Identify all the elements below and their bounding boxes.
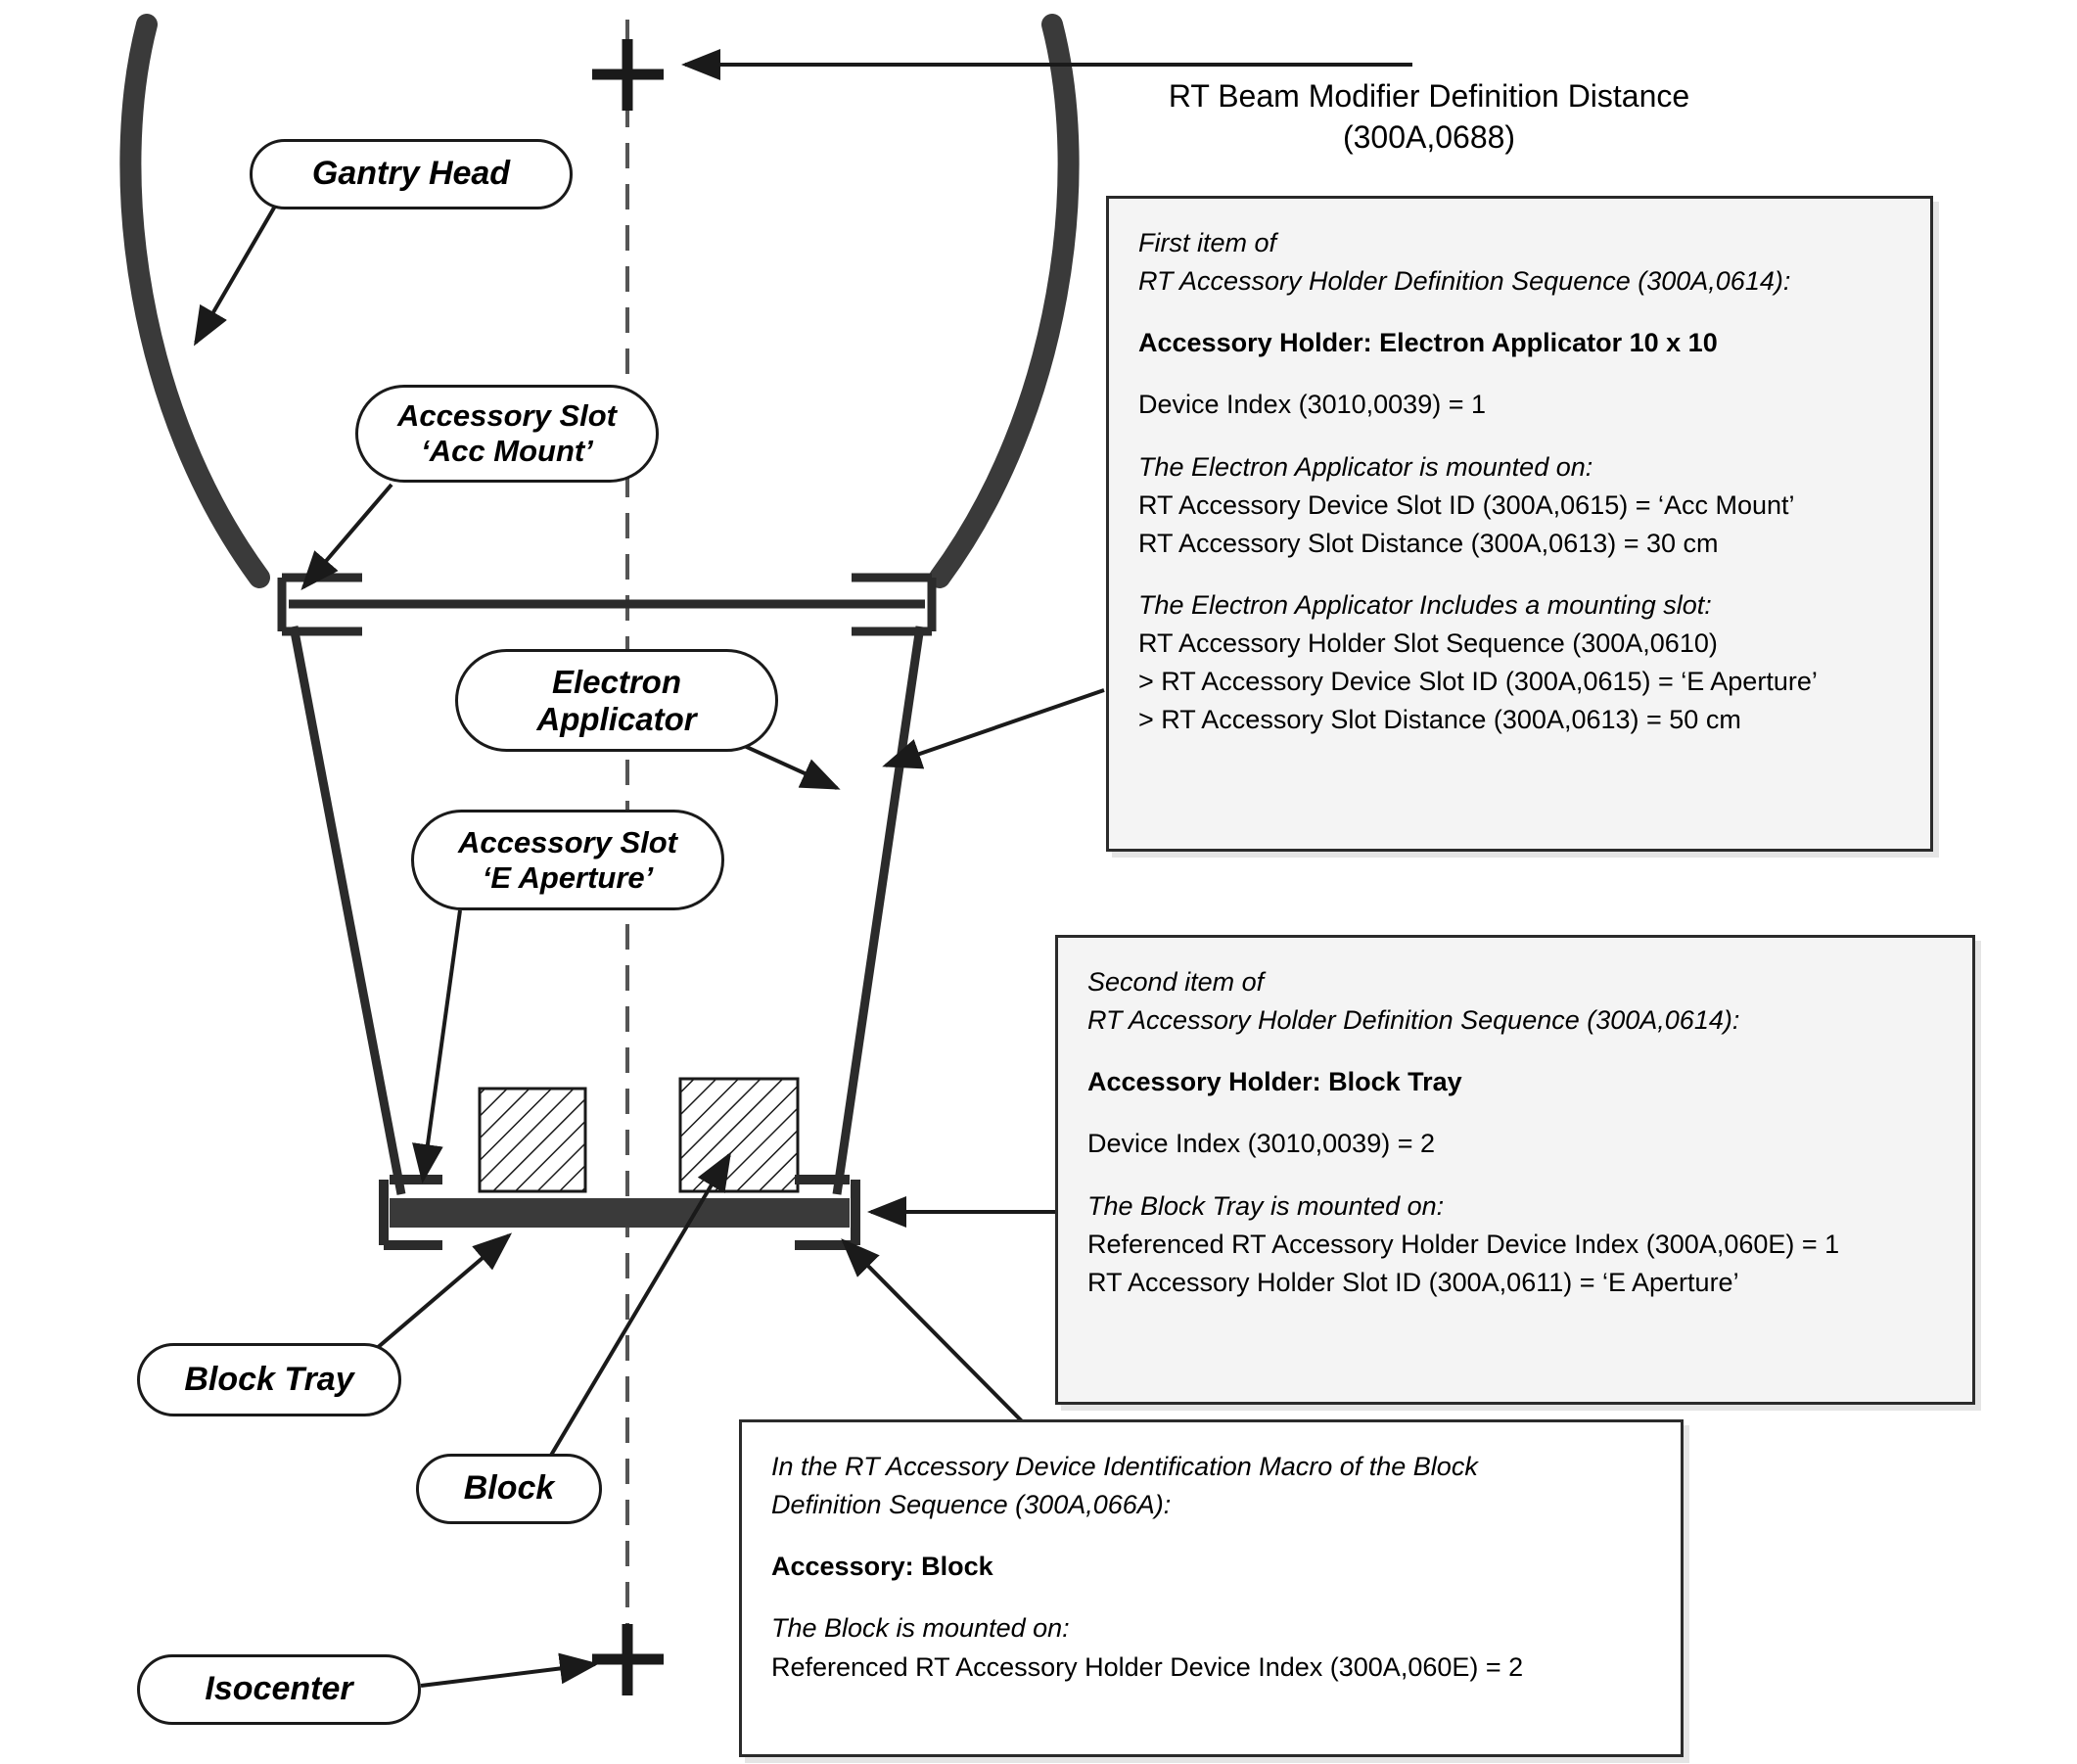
first-item-line-9: RT Accessory Slot Distance (300A,0613) = 30 cm [1138,528,1719,558]
first-item-line-8: RT Accessory Device Slot ID (300A,0615) = ‘Acc Mount’ [1138,489,1795,520]
first-item-textbox [1106,196,1933,852]
first-item-line-12: RT Accessory Holder Slot Sequence (300A,0610) [1138,628,1718,659]
modifier-distance-line1: RT Beam Modifier Definition Distance [1168,78,1690,114]
first-item-line-3: Accessory Holder: Electron Applicator 10 x 10 [1138,328,1718,358]
second-item-textbox [1055,935,1975,1405]
label-block-tray-text: Block Tray [184,1360,354,1398]
label-electron-applicator-line2: Applicator [536,700,697,737]
block-definition-textbox-body [742,1422,1681,1712]
leader-block-definition-box [844,1241,1038,1437]
second-item-line-1: RT Accessory Holder Definition Sequence (300A,0614): [1087,1005,1740,1036]
first-item-line-13: > RT Accessory Device Slot ID (300A,0615) = ‘E Aperture’ [1138,667,1818,697]
applicator-right-side [837,627,920,1194]
label-electron-applicator[interactable] [455,649,778,752]
leader-acc-mount [303,485,392,587]
isocenter-cross-marker [592,1624,664,1695]
label-e-aperture-line2: ‘E Aperture’ [482,859,654,895]
label-electron-applicator-line1: Electron [551,663,682,700]
leader-isocenter [421,1664,595,1686]
leader-e-aperture [423,910,460,1180]
label-accessory-slot-acc-mount[interactable] [355,385,659,483]
first-item-line-7: The Electron Applicator is mounted on: [1138,451,1593,482]
first-item-line-0: First item of [1138,228,1277,257]
block-def-line-0: In the RT Accessory Device Identification Macro of the Block [771,1452,1478,1481]
label-block-text: Block [463,1469,555,1508]
applicator-left-side [294,627,401,1194]
first-item-line-14: > RT Accessory Slot Distance (300A,0613) = 50 cm [1138,705,1741,735]
second-item-line-5: Device Index (3010,0039) = 2 [1087,1129,1435,1159]
second-item-line-9: RT Accessory Holder Slot ID (300A,0611) = ‘E Aperture’ [1087,1267,1739,1297]
label-block[interactable] [416,1454,602,1524]
modifier-distance-annotation [1077,76,1781,158]
label-gantry-head[interactable] [250,139,573,209]
second-item-line-7: The Block Tray is mounted on: [1087,1190,1445,1221]
top-cross-marker [592,39,664,111]
block-definition-textbox [739,1419,1684,1757]
block-def-line-5: The Block is mounted on: [771,1613,1070,1644]
label-isocenter[interactable] [137,1654,421,1725]
label-isocenter-text: Isocenter [205,1670,353,1708]
label-acc-mount-line2: ‘Acc Mount’ [421,434,593,468]
leader-gantry-head [196,191,284,343]
gantry-head-right-arc [940,24,1069,578]
label-gantry-head-text: Gantry Head [311,155,511,193]
first-item-line-1: RT Accessory Holder Definition Sequence (300A,0614): [1138,266,1791,297]
second-item-line-0: Second item of [1087,967,1265,997]
first-item-line-5: Device Index (3010,0039) = 1 [1138,390,1486,420]
label-block-tray[interactable] [137,1343,401,1416]
label-accessory-slot-e-aperture[interactable] [411,810,724,910]
second-item-textbox-body [1058,938,1972,1327]
acc-mount-slot [282,578,932,631]
label-acc-mount-line1: Accessory Slot [397,398,617,434]
leader-block-tray [362,1235,509,1361]
first-item-textbox-body [1109,199,1930,766]
block-def-line-3: Accessory: Block [771,1552,993,1582]
block-def-line-1: Definition Sequence (300A,066A): [771,1490,1172,1520]
label-e-aperture-line1: Accessory Slot [458,824,677,859]
block-def-line-6: Referenced RT Accessory Holder Device Index (300A,060E) = 2 [771,1651,1524,1682]
block-right [680,1079,798,1191]
leader-first-item-box [886,690,1104,766]
second-item-line-8: Referenced RT Accessory Holder Device Index (300A,060E) = 1 [1087,1229,1840,1259]
second-item-line-3: Accessory Holder: Block Tray [1087,1067,1462,1097]
first-item-line-11: The Electron Applicator Includes a mounting slot: [1138,589,1712,620]
modifier-distance-line2: (300A,0688) [1342,118,1516,155]
block-left [480,1089,585,1191]
gantry-head-left-arc [130,24,259,578]
